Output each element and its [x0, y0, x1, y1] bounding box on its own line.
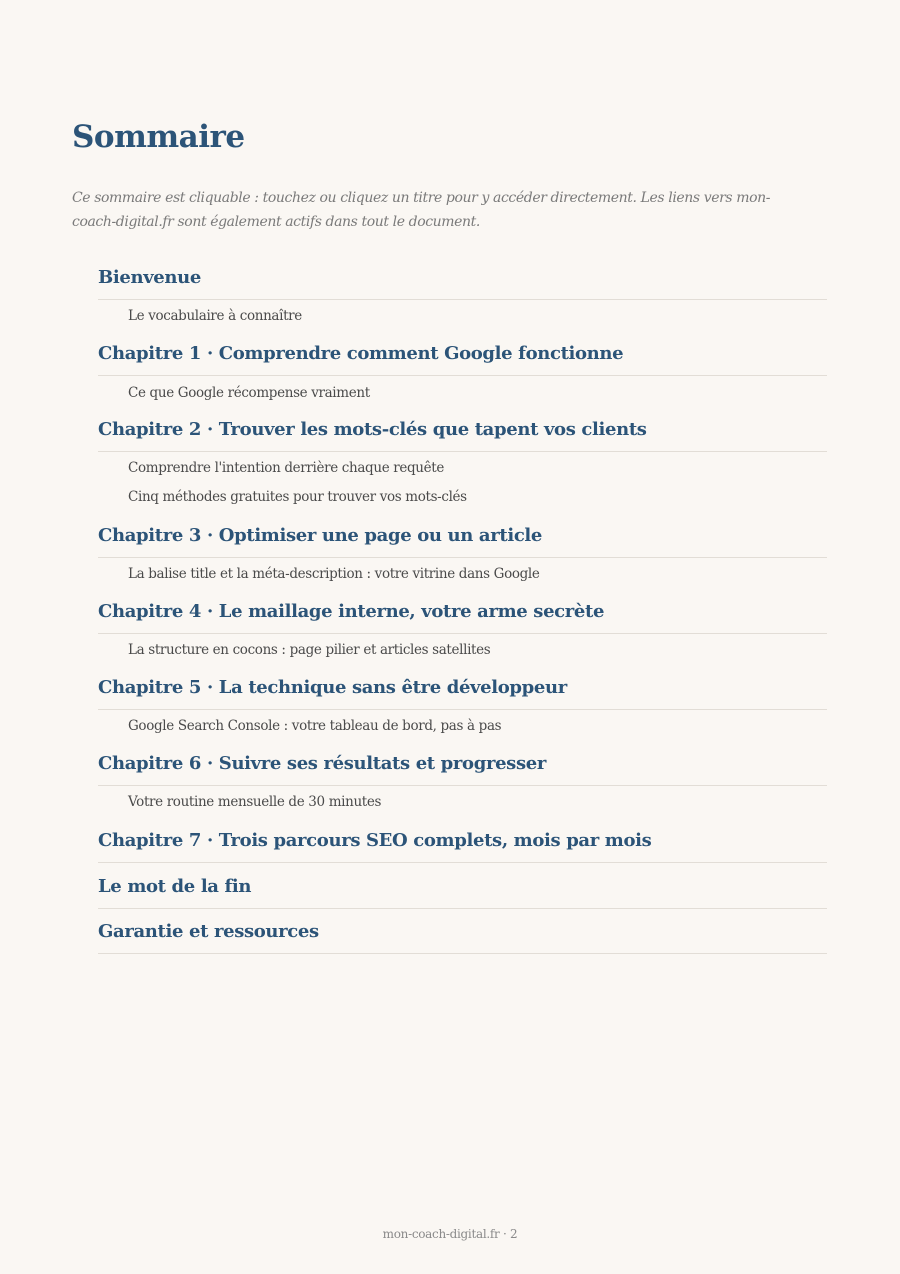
toc-section-cinq-methodes[interactable]: Cinq méthodes gratuites pour trouver vos mots-clés — [128, 489, 467, 505]
toc-chapter-title[interactable]: Le mot de la fin — [98, 876, 252, 897]
toc-chapter-title[interactable]: Bienvenue — [98, 267, 201, 288]
toc-chapter-3[interactable] — [98, 523, 827, 558]
toc-chapter-mot-de-la-fin[interactable] — [98, 874, 827, 909]
toc-chapter-title[interactable]: Chapitre 1 · Comprendre comment Google fonctionne — [98, 343, 624, 364]
toc-chapter-6[interactable] — [98, 751, 827, 786]
toc-section-google-recompense[interactable]: Ce que Google récompense vraiment — [128, 385, 370, 401]
toc-chapter-title[interactable]: Chapitre 6 · Suivre ses résultats et progresser — [98, 753, 546, 774]
toc-chapter-bienvenue[interactable] — [98, 265, 827, 300]
toc-section-balise-title[interactable]: La balise title et la méta-description : votre vitrine dans Google — [128, 566, 540, 582]
toc-section-routine[interactable]: Votre routine mensuelle de 30 minutes — [128, 794, 382, 810]
table-of-contents — [98, 0, 827, 1274]
toc-section-vocabulaire[interactable]: Le vocabulaire à connaître — [128, 308, 302, 324]
intro-note: Ce sommaire est cliquable : touchez ou cliquez un titre pour y accéder directement. Les liens vers mon-coach-digital.fr sont également actifs dans tout le document. — [72, 190, 771, 230]
toc-chapter-4[interactable] — [98, 599, 827, 634]
toc-section-intention[interactable]: Comprendre l'intention derrière chaque requête — [128, 460, 445, 476]
page-title: Sommaire — [72, 119, 245, 155]
toc-chapter-title[interactable]: Chapitre 7 · Trois parcours SEO complets, mois par mois — [98, 830, 652, 851]
toc-chapter-2[interactable] — [98, 417, 827, 452]
toc-chapter-1[interactable] — [98, 341, 827, 376]
toc-chapter-title[interactable]: Chapitre 3 · Optimiser une page ou un article — [98, 525, 543, 546]
toc-chapter-7[interactable] — [98, 828, 827, 863]
toc-chapter-title[interactable]: Chapitre 2 · Trouver les mots-clés que tapent vos clients — [98, 419, 647, 440]
toc-chapter-title[interactable]: Chapitre 5 · La technique sans être développeur — [98, 677, 567, 698]
toc-section-search-console[interactable]: Google Search Console : votre tableau de bord, pas à pas — [128, 718, 502, 734]
toc-chapter-title[interactable]: Garantie et ressources — [98, 921, 319, 942]
toc-section-cocons[interactable]: La structure en cocons : page pilier et articles satellites — [128, 642, 491, 658]
page-footer: mon-coach-digital.fr · 2 — [382, 1227, 518, 1241]
toc-chapter-title[interactable]: Chapitre 4 · Le maillage interne, votre arme secrète — [98, 601, 605, 622]
toc-chapter-garantie[interactable] — [98, 919, 827, 954]
toc-chapter-5[interactable] — [98, 675, 827, 710]
